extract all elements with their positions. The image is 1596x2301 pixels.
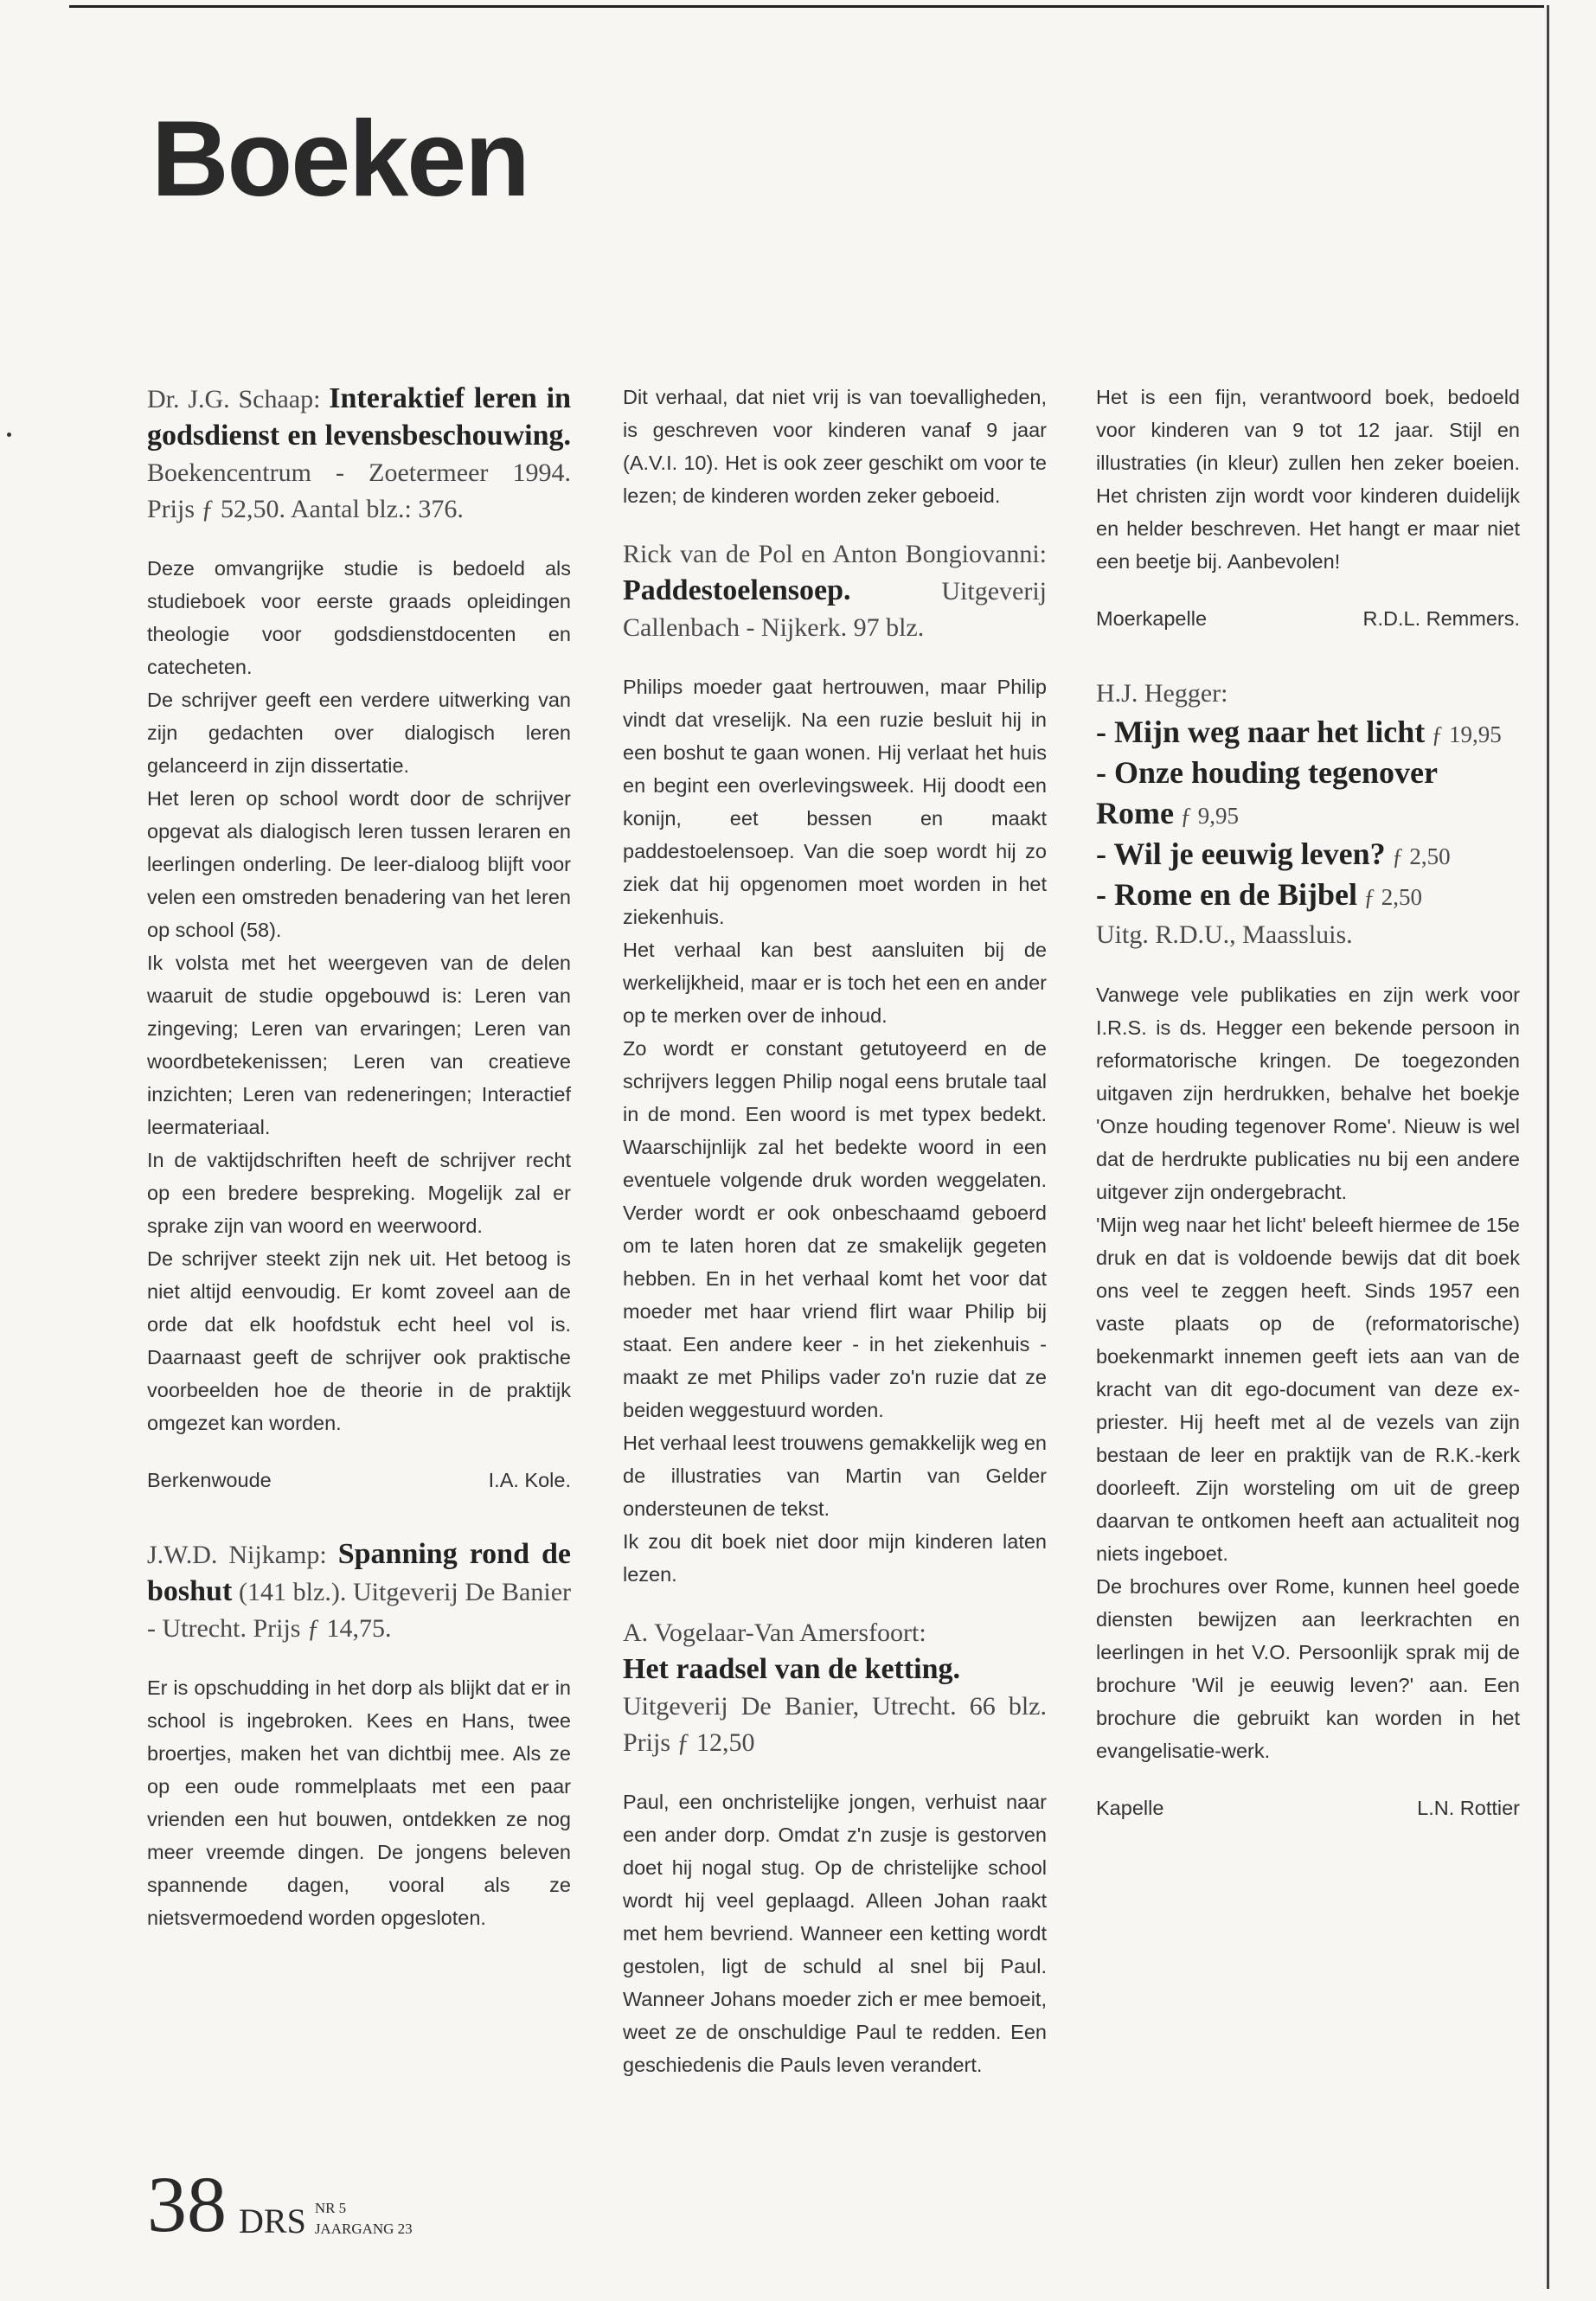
review-author: Rick van de Pol en Anton Bongiovanni: (623, 540, 1047, 568)
book-list-item (1096, 875, 1520, 916)
book-list-price: ƒ 2,50 (1363, 884, 1422, 910)
review-details: Uitgeverij De Banier, Utrecht. 66 blz. Prijs ƒ 12,50 (623, 1692, 1047, 1757)
review-body (1096, 978, 1520, 1767)
review-details: (141 blz.). Uitgeverij De Banier - Utrecht. Prijs ƒ 14,75. (147, 1578, 571, 1643)
volume-number: JAARGANG 23 (314, 2221, 413, 2237)
review-details: Boekencentrum - Zoetermeer 1994. Prijs ƒ 52,50. Aantal blz.: 376. (147, 458, 571, 523)
review-paragraph: Het verhaal leest trouwens gemakkelijk weg en de illustraties van Martin van Gelder ondersteunen de tekst. (623, 1432, 1047, 1520)
review-paragraph: Deze omvangrijke studie is bedoeld als studieboek voor eerste graads opleidingen theologie voor godsdienstdocenten en catecheten. (147, 557, 571, 678)
book-list-item (1096, 753, 1520, 835)
page-footer (147, 2160, 413, 2248)
side-rule (1547, 5, 1549, 2289)
review-paragraph: Paul, een onchristelijke jongen, verhuist naar een ander dorp. Omdat z'n zusje is gestorven doet hij nogal stug. Op de christelijke school wordt hij veel geplaagd. Alleen Johan raakt met hem bevriend. Wanneer een ketting wordt gestolen, ligt de schuld al snel bij Paul. Wanneer Johans moeder zich er mee bemoeit, weet ze de onschuldige Paul te redden. Een geschiedenis die Pauls leven verandert. (623, 1791, 1047, 2076)
review-heading (147, 381, 571, 528)
review-paragraph: Ik zou dit boek niet door mijn kinderen laten lezen. (623, 1530, 1047, 1586)
review-paragraph: Dit verhaal, dat niet vrij is van toevalligheden, is geschreven voor kinderen vanaf 9 jaar (A.V.I. 10). Het is ook zeer geschikt om voor te lezen; de kinderen worden zeker geboeid. (623, 386, 1047, 507)
review-body (147, 552, 571, 1439)
review-signature (147, 1464, 571, 1497)
review-body (147, 1671, 571, 1934)
review-place: Moerkapelle (1096, 607, 1208, 630)
review-3 (623, 536, 1047, 646)
page-title: Boeken (151, 99, 529, 219)
top-rule (69, 5, 1544, 8)
review-paragraph: Het verhaal kan best aansluiten bij de werkelijkheid, maar er is toch het een en ander op te merken over de inhoud. (623, 939, 1047, 1027)
review-heading (623, 1615, 1047, 1761)
review-paragraph: Zo wordt er constant getutoyeerd en de schrijvers leggen Philip nogal eens brutale taal in de mond. Een woord is met typex bedekt. Waarschijnlijk zal het bedekte woord in een eventuele volgende druk worden weggelaten. Verder wordt er ook onbeschaamd geboerd om te laten horen dat ze smakelijk gegeten hebben. En in het verhaal komt het voor dat moeder met haar vriend flirt waar Philip bij staat. Een andere keer - in het ziekenhuis - maakt ze met Philips vader zo'n ruzie dat ze beiden weggestuurd worden. (623, 1037, 1047, 1421)
review-paragraph: Het is een fijn, verantwoord boek, bedoeld voor kinderen van 9 tot 12 jaar. Stijl en illustraties (in kleur) zullen hen zeker boeien. Het christen zijn wordt voor kinderen duidelijk en helder beschreven. Het hangt er maar niet een beetje bij. Aanbevolen! (1096, 386, 1520, 573)
column-2 (623, 381, 1047, 2106)
review-author: A. Vogelaar-Van Amersfoort: (623, 1618, 926, 1647)
review-body (623, 670, 1047, 1591)
review-paragraph: Er is opschudding in het dorp als blijkt dat er in school is ingebroken. Kees en Hans, twee broertjes, maken het van dichtbij mee. Als ze op een oude rommelplaats met een paar vrienden een hut bouwen, ontdekken ze nog meer vreemde dingen. De jongens beleven spannende dagen, vooral als ze nietsvermoedend worden opgesloten. (147, 1676, 571, 1929)
reviewer-name: R.D.L. Remmers. (1362, 607, 1520, 630)
book-list-title: - Mijn weg naar het licht (1096, 715, 1426, 749)
book-list-title: - Wil je eeuwig leven? (1096, 836, 1386, 871)
book-list-title: - Rome en de Bijbel (1096, 877, 1357, 912)
review-paragraph: Philips moeder gaat hertrouwen, maar Philip vindt dat vreselijk. Na een ruzie besluit hij in een boshut te gaan wonen. Hij verlaat het huis en begint een overlevingsweek. Hij doodt een konijn, eet bessen en maakt paddestoelensoep. Van die soep wordt hij zo ziek dat hij opgenomen moet worden in het ziekenhuis. (623, 676, 1047, 928)
review-paragraph: 'Mijn weg naar het licht' beleeft hiermee de 15e druk en dat is voldoende bewijs dat dit boek ons veel te zeggen heeft. Sinds 1957 een vaste plaats op de (reformatorische) boekenmarkt innemen geeft iets aan van de kracht van dit ego-document van deze ex-priester. Hij heeft met al de vezels van zijn bestaan de leer en praktijk van de R.K.-kerk doorleeft. Zijn worsteling om uit de greep daarvan te ontkomen heeft aan actualiteit nog niets ingeboet. (1096, 1214, 1520, 1565)
magazine-name: DRS (239, 2202, 306, 2240)
review-author: J.W.D. Nijkamp: (147, 1541, 327, 1569)
review-signature (1096, 1791, 1520, 1824)
column-1 (147, 381, 571, 1958)
review-1 (147, 381, 571, 528)
review-body (1096, 381, 1520, 578)
review-paragraph: De schrijver geeft een verdere uitwerking van zijn gedachten over dialogisch leren gelanceerd in zijn dissertatie. (147, 689, 571, 777)
reviewer-name: I.A. Kole. (488, 1469, 571, 1491)
book-list-title: - Onze houding tegenover Rome (1096, 755, 1438, 830)
review-body (623, 381, 1047, 512)
review-place: Berkenwoude (147, 1469, 272, 1491)
review-publisher: Uitg. R.D.U., Maassluis. (1096, 920, 1353, 949)
review-details: Uitgeverij Callenbach - Nijkerk. 97 blz. (623, 577, 1047, 642)
review-place: Kapelle (1096, 1797, 1164, 1819)
review-heading (623, 536, 1047, 646)
margin-dot (7, 433, 11, 437)
book-list-price: ƒ 2,50 (1392, 843, 1451, 869)
review-paragraph: Ik volsta met het weergeven van de delen waaruit de studie opgebouwd is: Leren van zingeving; Leren van ervaringen; Leren van woordbetekenissen; Leren van creatieve inzichten; Leren van redeneringen; Interactief leermateriaal. (147, 952, 571, 1138)
review-signature (1096, 602, 1520, 635)
reviewer-name: L.N. Rottier (1417, 1797, 1520, 1819)
book-list-item (1096, 713, 1520, 753)
review-paragraph: Vanwege vele publikaties en zijn werk voor I.R.S. is ds. Hegger een bekende persoon in reformatorische kringen. De toegezonden uitgaven zijn herdrukken, behalve het boekje 'Onze houding tegenover Rome'. Nieuw is wel dat de herdrukte publicaties nu bij een andere uitgever zijn ondergebracht. (1096, 984, 1520, 1203)
review-book-title: Paddestoelensoep. (623, 574, 851, 606)
review-paragraph: Het leren op school wordt door de schrijver opgevat als dialogisch leren tussen leraren en leerlingen onderling. De leer-dialoog blijft voor velen een omstreden benadering van het leren op school (58). (147, 787, 571, 941)
column-3 (1096, 381, 1520, 1864)
review-author: H.J. Hegger: (1096, 679, 1228, 708)
issue-info (315, 2199, 413, 2239)
review-paragraph: De schrijver steekt zijn nek uit. Het betoog is niet altijd eenvoudig. Er komt zoveel aan de orde dat elk hoofdstuk echt heel vol is. Daarnaast geeft de schrijver ook praktische voorbeelden hoe de theorie in de praktijk omgezet kan worden. (147, 1247, 571, 1434)
review-book-title: Spanning rond de boshut (147, 1538, 571, 1607)
review-4 (623, 1615, 1047, 1761)
book-list-item (1096, 835, 1520, 875)
review-book-title: Het raadsel van de ketting. (623, 1653, 961, 1685)
review-author: Dr. J.G. Schaap: (147, 385, 321, 413)
review-book-title: Interaktief leren in godsdienst en levensbeschouwing. (147, 382, 572, 452)
book-list-price: ƒ 19,95 (1431, 721, 1502, 747)
book-list-price: ƒ 9,95 (1180, 803, 1239, 829)
page-number: 38 (147, 2160, 227, 2248)
review-paragraph: In de vaktijdschriften heeft de schrijver recht op een bredere bespreking. Mogelijk zal er sprake zijn van woord en weerwoord. (147, 1149, 571, 1237)
review-5 (1096, 675, 1520, 954)
review-2 (147, 1536, 571, 1647)
review-heading (147, 1536, 571, 1647)
review-paragraph: De brochures over Rome, kunnen heel goede diensten bewijzen aan leerkrachten en leerlingen in het V.O. Persoonlijk sprak mij de brochure 'Wil je eeuwig leven?' aan. Een brochure die gebruikt kan worden in het evangelisatie-werk. (1096, 1575, 1520, 1762)
issue-number: NR 5 (314, 2200, 347, 2216)
review-body (623, 1785, 1047, 2081)
